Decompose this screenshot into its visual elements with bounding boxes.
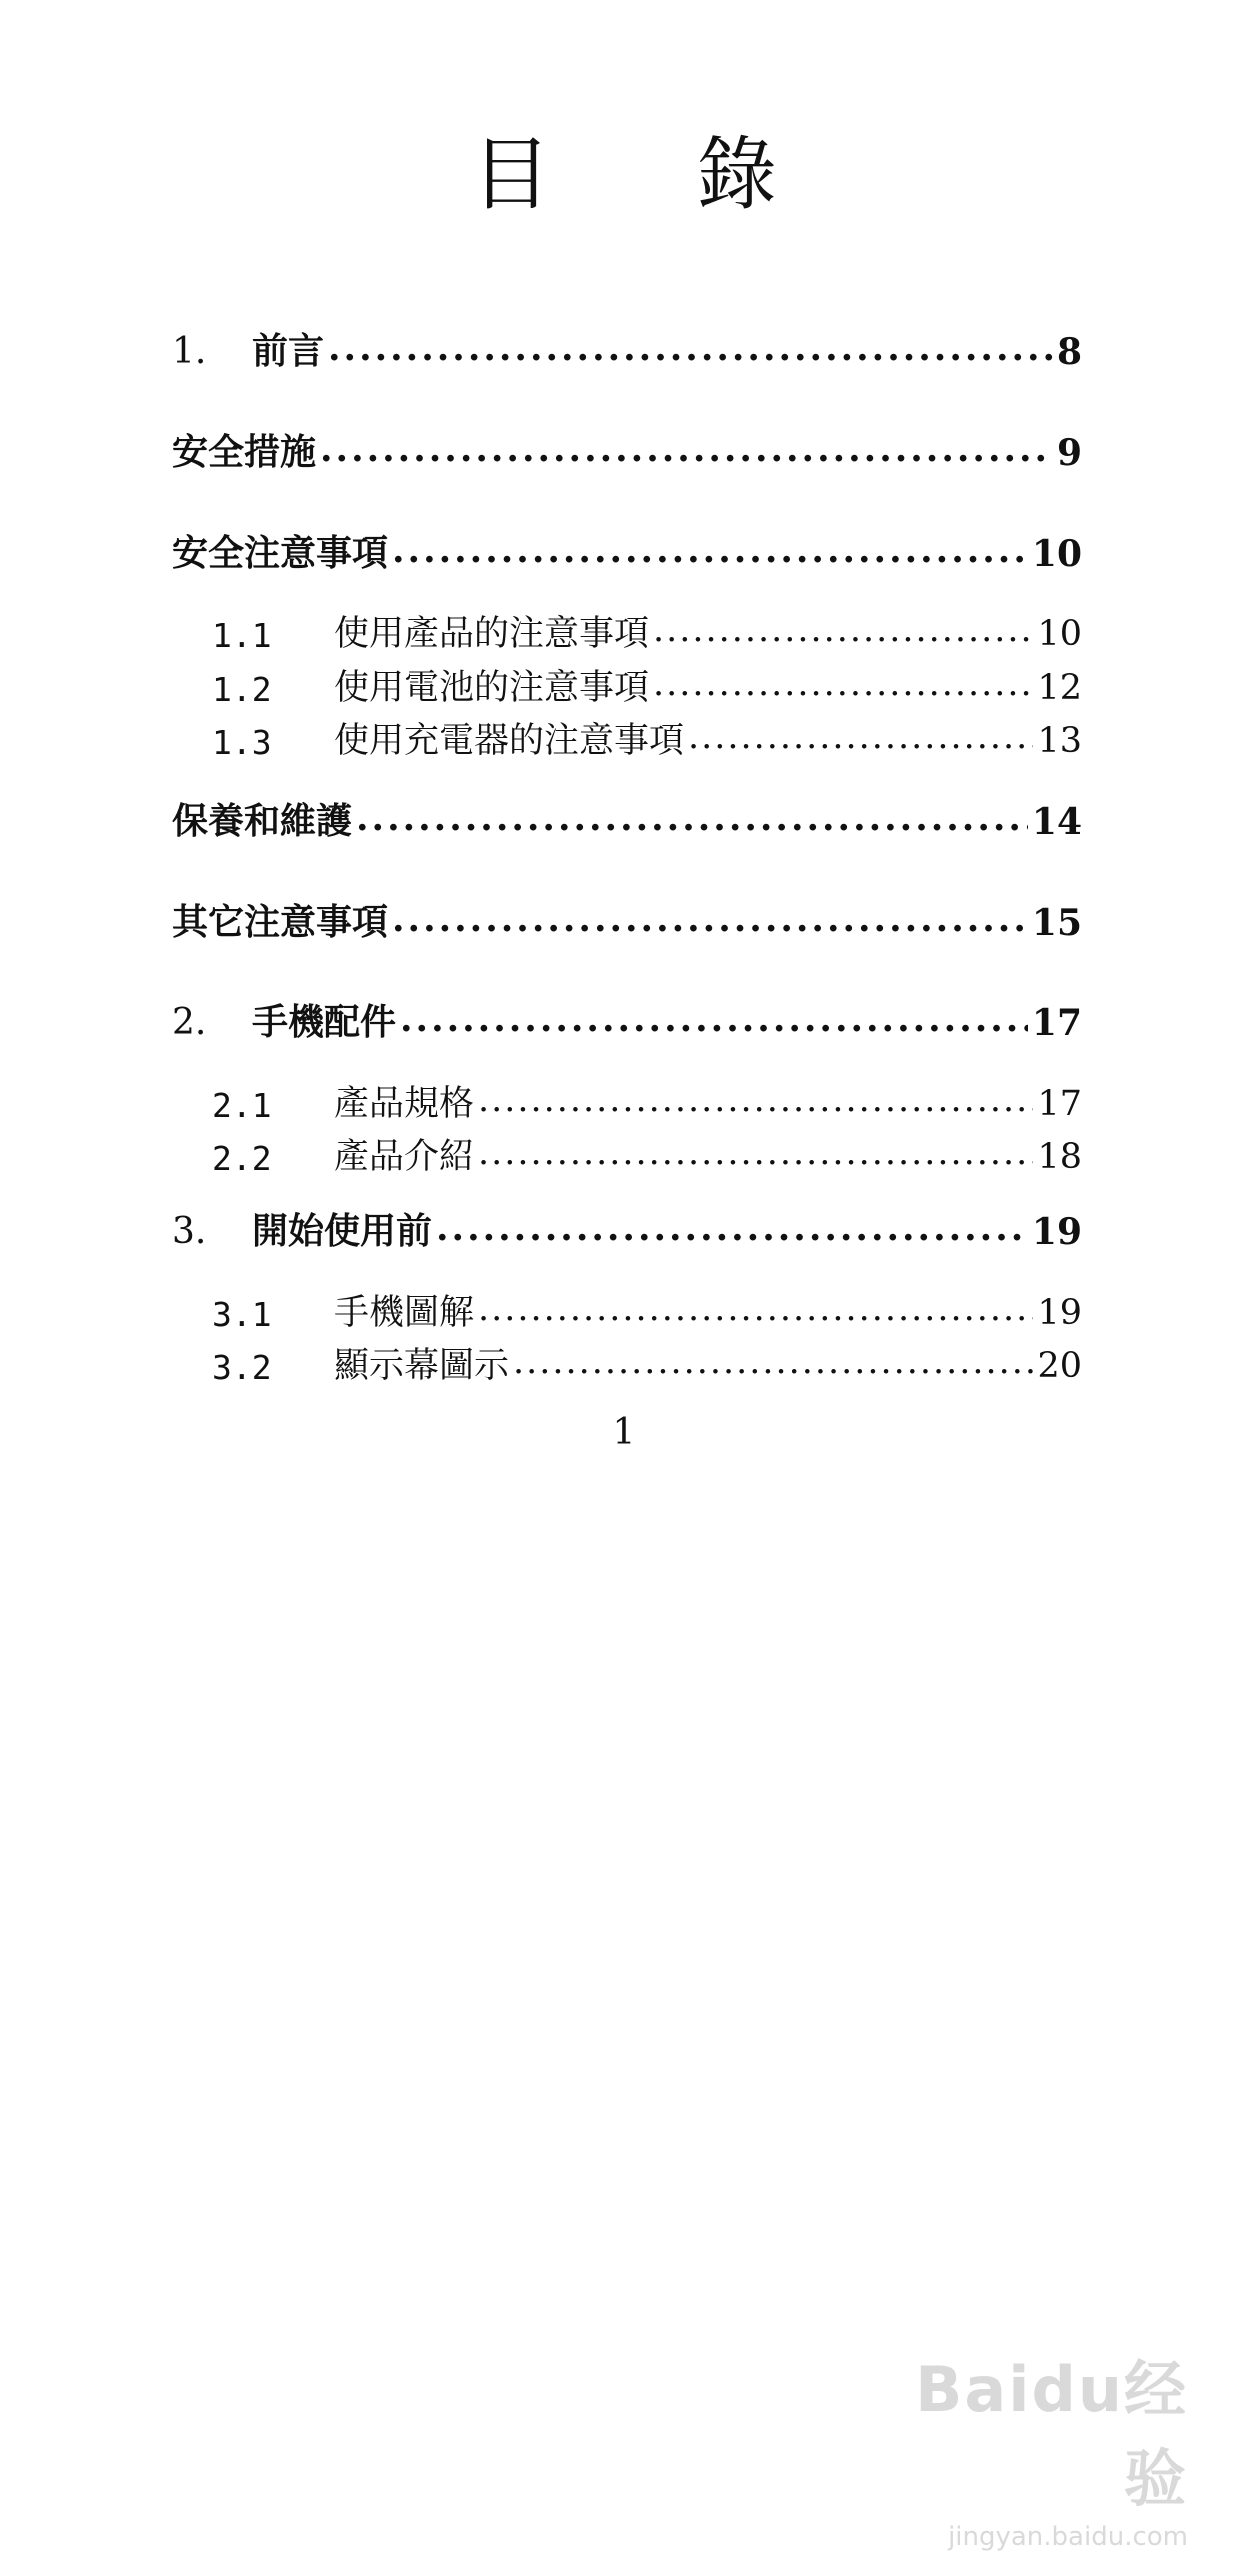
toc-leader-dots <box>478 1136 1033 1171</box>
toc-entry-number: 1.3 <box>212 723 272 762</box>
toc-leader-dots <box>400 1001 1028 1037</box>
toc-entry-label: 前言 <box>252 331 325 372</box>
watermark <box>888 2340 1188 2552</box>
toc-leader-dots <box>478 1083 1033 1118</box>
toc-leader-dots <box>653 667 1033 702</box>
toc-entry-label: 其它注意事項 <box>172 902 389 943</box>
toc-entry-page: 15 <box>1031 902 1082 944</box>
toc-entry-label: 保養和維護 <box>172 801 353 842</box>
toc-entry-page: 14 <box>1031 801 1082 843</box>
toc-entry-page: 20 <box>1037 1346 1082 1386</box>
toc-entry[interactable] <box>172 421 1082 474</box>
toc-entry-page: 19 <box>1037 1293 1082 1333</box>
toc-leader-dots <box>478 1292 1033 1327</box>
toc-leader-dots <box>436 1210 1028 1246</box>
toc-leader-dots <box>320 431 1053 467</box>
toc-entry-label: 產品介紹 <box>334 1137 475 1177</box>
toc-entry[interactable] <box>172 1072 1082 1125</box>
toc-leader-dots <box>688 720 1033 755</box>
toc-entry-label: 安全注意事項 <box>172 533 389 574</box>
toc-leader-dots <box>653 613 1033 648</box>
toc-entry-label: 產品規格 <box>334 1084 475 1124</box>
toc-leader-dots <box>392 901 1028 937</box>
toc-entry[interactable] <box>172 602 1082 655</box>
toc-entry-page: 17 <box>1031 1002 1082 1044</box>
toc-entry-page: 10 <box>1031 533 1082 575</box>
toc-entry-number: 3. <box>172 1211 207 1252</box>
toc-entry[interactable] <box>172 1200 1082 1253</box>
toc-leader-dots <box>356 800 1028 836</box>
toc-leader-dots <box>392 532 1028 568</box>
toc-leader-dots <box>513 1345 1033 1380</box>
toc-entry[interactable] <box>172 1334 1082 1387</box>
toc-entry-page: 19 <box>1031 1211 1082 1253</box>
toc-entry[interactable] <box>172 991 1082 1044</box>
toc-entry-page: 18 <box>1037 1137 1082 1177</box>
toc-entry-page: 9 <box>1056 432 1082 474</box>
page-title: 目 錄 <box>471 128 837 221</box>
toc-entry-number: 3.2 <box>212 1348 272 1387</box>
toc-entry-label: 使用產品的注意事項 <box>334 614 650 654</box>
toc-entry[interactable] <box>172 656 1082 709</box>
toc-leader-dots <box>328 330 1053 366</box>
toc-entry[interactable] <box>172 891 1082 944</box>
toc-entry-number: 1.2 <box>212 670 272 709</box>
toc-entry-number: 2.2 <box>212 1139 272 1178</box>
toc-entry-label: 手機配件 <box>252 1002 397 1043</box>
toc-entry-number: 2.1 <box>212 1086 272 1125</box>
toc-entry-label: 手機圖解 <box>334 1293 475 1333</box>
toc-entry-label: 顯示幕圖示 <box>334 1346 510 1386</box>
toc-entry[interactable] <box>172 709 1082 762</box>
toc-entry-label: 開始使用前 <box>252 1211 433 1252</box>
toc-entry-page: 12 <box>1037 668 1082 708</box>
toc-entry-number: 2. <box>172 1002 207 1043</box>
page-number: 1 <box>612 1412 636 1453</box>
toc-entry-page: 10 <box>1037 614 1082 654</box>
toc-entry-number: 1. <box>172 331 207 372</box>
toc-entry-page: 13 <box>1037 721 1082 761</box>
toc-entry-label: 使用充電器的注意事項 <box>334 721 685 761</box>
toc-entry[interactable] <box>172 1125 1082 1178</box>
toc-entry-page: 17 <box>1037 1084 1082 1124</box>
toc-entry[interactable] <box>172 1281 1082 1334</box>
toc-entry-number: 1.1 <box>212 616 272 655</box>
toc-entry[interactable] <box>172 522 1082 575</box>
watermark-logo: Baidu经验 <box>915 2353 1188 2515</box>
watermark-url: jingyan.baidu.com <box>948 2522 1188 2552</box>
toc-entry-label: 安全措施 <box>172 432 317 473</box>
toc-entry-page: 8 <box>1056 331 1082 373</box>
toc-entry[interactable] <box>172 320 1082 373</box>
toc-entry-label: 使用電池的注意事項 <box>334 668 650 708</box>
toc-entry-number: 3.1 <box>212 1295 272 1334</box>
toc-entry[interactable] <box>172 790 1082 843</box>
